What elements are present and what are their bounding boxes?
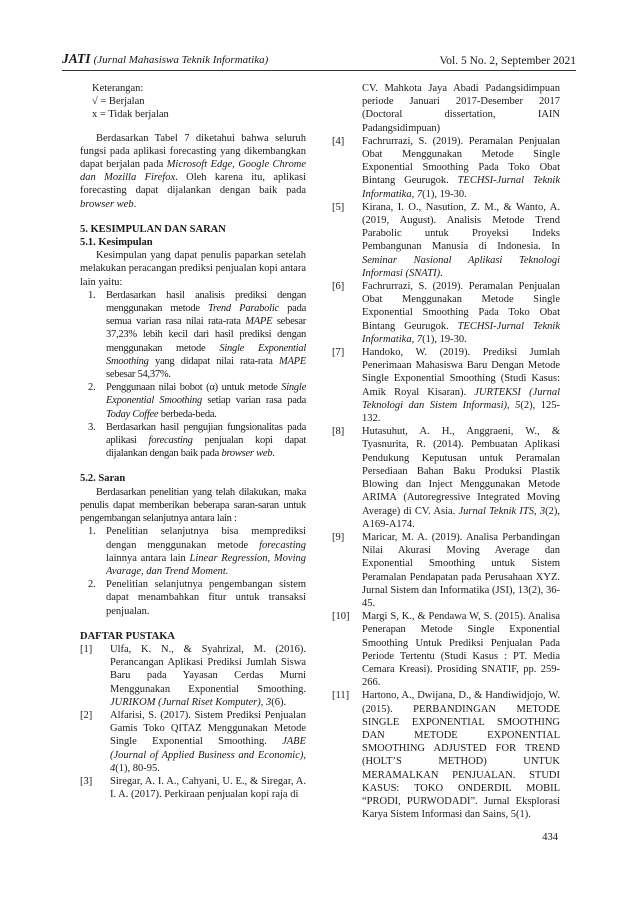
text-run: pada semua varian rasa nilai rata-rata <box>106 303 306 328</box>
italic-text: JABE (Journal of Applied Business and Economic) <box>110 736 306 761</box>
journal-full-name: (Jurnal Mahasiswa Teknik Informatika) <box>93 54 269 66</box>
reference-text: CV. Mahkota Jaya Abadi Padangsidimpuan periode Januari 2017-Desember 2017 (Doctoral dissertation, IAIN Padangsidimpuan) <box>362 83 560 134</box>
text-run: (1), 19-30. <box>422 333 467 345</box>
reference-number: [3] <box>80 775 93 787</box>
reference-number: [1] <box>80 643 93 655</box>
reference-number: [6] <box>332 281 345 293</box>
reference-item <box>332 425 560 531</box>
section-5-heading: 5. KESIMPULAN DAN SARAN <box>80 223 226 235</box>
table-legend <box>80 82 306 122</box>
italic-text: Jurnal Teknik ITS <box>458 505 534 517</box>
italic-text: Microsoft Edge, Google Chrome dan Mozilla Firefox <box>80 159 306 184</box>
legend-check: √ = Berjalan <box>92 96 145 108</box>
text-run: berbeda-beda. <box>158 408 217 420</box>
italic-text: JURTEKSI (Jurnal Teknologi dan Sistem Informasi) <box>362 386 560 411</box>
text-run: Fachrurrazi, S. (2019). Peramalan Penjualan Obat Menggunakan Metode Single Exponential Smoothing Pada Toko Obat Bintang Geurugok. <box>362 135 560 187</box>
text-run: sebesar 37,23% lebih kecil dari hasil prediksi dengan menggunakan metode <box>106 316 306 354</box>
text-run: , <box>411 188 417 200</box>
legend-title: Keterangan: <box>92 83 144 94</box>
reference-item <box>80 709 306 775</box>
reference-item <box>332 689 560 821</box>
section-5-1-heading: 5.1. Kesimpulan <box>80 237 153 249</box>
text-run: , <box>411 333 417 345</box>
text-run: penjualan kopi dapat dijalankan dengan baik pada <box>106 435 306 460</box>
list-item <box>88 525 306 578</box>
page-number: 434 <box>542 832 558 843</box>
volume-info: Vol. 5 No. 2, September 2021 <box>439 55 576 67</box>
left-column <box>80 82 306 801</box>
text-run: Penggunaan nilai bobot (α) untuk metode <box>106 382 282 394</box>
references-heading: DAFTAR PUSTAKA <box>80 630 175 642</box>
italic-text: TECHSI-Jurnal Teknik Informatika <box>362 320 560 345</box>
list-number: 2. <box>88 382 96 394</box>
text-run: . Oleh karena itu, aplikasi forecasting dapat dijalankan dengan baik pada <box>80 172 306 197</box>
reference-number: [8] <box>332 426 345 438</box>
text-run: Berdasarkan Tabel 7 diketahui bahwa seluruh fungsi pada aplikasi forecasting yang dikembangkan dapat berjalan pada <box>80 132 306 171</box>
italic-text: TECHSI-Jurnal Teknik Informatika <box>362 175 560 200</box>
list-number: 1. <box>88 289 96 301</box>
text-run: Handoko, W. (2019). Prediksi Jumlah Penerimaan Mahasiswa Baru Dengan Metode Single Exponential Smoothing (Studi Kasus: Amik Royal Kisaran). <box>362 347 560 398</box>
text-run: (6). <box>271 696 287 708</box>
italic-text: 3 <box>539 505 546 517</box>
text-run: , <box>534 505 540 517</box>
reference-number: [9] <box>332 531 345 543</box>
reference-number: [10] <box>332 611 350 623</box>
journal-abbr: JATI <box>62 51 91 66</box>
italic-text: browser web <box>80 198 134 210</box>
text-run: Penelitian selanjutnya bisa memprediksi dengan menggunakan metode <box>106 526 306 551</box>
italic-text: 7 <box>416 188 423 200</box>
list-item <box>88 421 306 461</box>
italic-text: 3 <box>266 696 272 708</box>
references-right <box>332 135 560 822</box>
text-run: Maricar, M. A. (2019). Analisa Perbandingan Nilai Akurasi Moving Average dan Exponential Smoothing untuk Sistem Peramalan Pendapatan pada Perusahaan XYZ. Jurnal Sistem dan Informatika (JSI), 13(2), 36-45. <box>362 531 560 609</box>
list-item <box>88 578 306 618</box>
text-run: . <box>133 198 137 210</box>
text-run: . <box>440 267 443 279</box>
reference-number: [11] <box>332 690 350 702</box>
intro-paragraph <box>80 132 306 211</box>
reference-item <box>332 201 560 280</box>
text-run: sebesar 54,37%. <box>106 369 171 381</box>
reference-number: [5] <box>332 201 345 213</box>
text-run: Hutasuhut, A. H., Anggraeni, W., & Tyasnurita, R. (2014). Pembuatan Aplikasi Pendukung Keputusan untuk Peramalan Persediaan Bahan Baku Produksi Plastik Blowing dan Inject Menggunakan Metode ARIMA (Autoregressive Integrated Moving Average) di CV. Asia. <box>362 426 560 517</box>
reference-item <box>332 610 560 689</box>
text-run: yang didapat nilai rata-rata <box>148 355 279 367</box>
text-run: Siregar, A. I. A., Cahyani, U. E., & Siregar, A. I. A. (2017). Perkiraan penjualan kopi raja di <box>110 775 306 801</box>
italic-text: 7 <box>416 333 423 345</box>
reference-item <box>80 643 306 709</box>
text-run: , <box>260 696 267 708</box>
italic-text: Linear Regression, Moving Avarage, dan Trend Moment. <box>106 552 306 577</box>
references-left <box>80 643 306 801</box>
italic-text: Single Exponential Smoothing <box>106 382 306 407</box>
reference-number: [7] <box>332 347 345 359</box>
text-run: , <box>303 749 306 761</box>
text-run: (1), 19-30. <box>422 188 467 200</box>
reference-item <box>80 775 306 801</box>
reference-item <box>332 135 560 201</box>
italic-text: MAPE <box>245 316 273 328</box>
text-run: Berdasarkan hasil pengujian fungsionalitas pada aplikasi <box>106 421 306 447</box>
journal-title <box>62 51 268 67</box>
reference-3-continued <box>332 82 560 135</box>
text-run: . <box>272 448 275 460</box>
text-run: (1), 80-95. <box>115 762 160 774</box>
suggestion-paragraph: Berdasarkan penelitian yang telah dilakukan, maka penulis dapat memberikan beberapa saran-saran untuk pengembangan selanjutnya antara lain : <box>80 486 306 525</box>
italic-text: 5 <box>515 399 521 411</box>
legend-cross: x = Tidak berjalan <box>92 109 169 121</box>
conclusion-list <box>80 289 306 461</box>
list-number: 1. <box>88 526 96 538</box>
list-item <box>88 381 306 421</box>
text-run: (2), A169-A174. <box>362 505 560 530</box>
italic-text: Trend Parabolic <box>208 303 279 315</box>
text-run: Ulfa, K. N., & Syahrizal, M. (2016). Perancangan Aplikasi Prediksi Jumlah Siswa Baru pada Yayasan Cerdas Murni Menggunakan Exponential Smoothing. <box>110 643 306 695</box>
reference-item <box>332 280 560 346</box>
text-run: Penelitian selanjutnya pengembangan sistem dapat menambahkan fitur untuk transaksi penjualan. <box>106 579 306 617</box>
text-run: Kirana, I. O., Nasution, Z. M., & Wanto, A. (2019, August). Analisis Metode Trend Parabolic untuk Proyeksi Indeks Pembangunan Manusia di Indonesia. In <box>362 201 560 253</box>
reference-item <box>332 346 560 425</box>
text-run: (2), 125-132. <box>362 399 560 425</box>
list-number: 2. <box>88 579 96 591</box>
running-header <box>62 50 576 71</box>
italic-text: browser web <box>221 448 273 460</box>
section-5-2-heading: 5.2. Saran <box>80 473 126 485</box>
list-item <box>88 289 306 381</box>
text-run: Berdasarkan hasil analisis prediksi dengan menggunakan metode <box>106 289 306 315</box>
suggestion-list <box>80 525 306 617</box>
text-run: Alfarisi, S. (2017). Sistem Prediksi Penjualan Gamis Toko QITAZ Menggunakan Metode Single Exponential Smoothing. <box>110 709 306 748</box>
list-number: 3. <box>88 421 96 433</box>
text-run: Margi S, K., & Pendawa W, S. (2015). Analisa Penerapan Metode Single Exponential Smoothing Untuk Prediksi Penjualan Pada Periode Tertentu (Studi Kasus : PT. Media Cemara Kreasi). Prosiding SNATIF, pp. 259-266. <box>362 611 560 689</box>
italic-text: forecasting <box>259 539 306 551</box>
italic-text: JURIKOM (Jurnal Riset Komputer) <box>110 696 261 708</box>
italic-text: Single Exponential Smoothing <box>106 342 306 367</box>
text-run: Hartono, A., Dwijana, D., & Handiwidjojo, W. (2015). PERBANDINGAN METODE SINGLE EXPONENTIAL SMOOTHING DAN METODE EXPONENTIAL SMOOTHING ADJUSTED FOR TREND (HOLT’S METHOD) UNTUK MERAMALKAN PENJUALAN. STUDI KASUS: TOKO ONDERDIL MOBIL “PRODI, PURWODADI”. Jurnal Eksplorasi Karya Sistem Informasi dan Sains, 5(1). <box>362 690 560 821</box>
right-column <box>332 82 560 821</box>
italic-text: forecasting <box>148 435 193 447</box>
reference-item <box>332 531 560 610</box>
italic-text: Today Coffee <box>106 408 159 420</box>
conclusion-paragraph: Kesimpulan yang dapat penulis paparkan setelah melakukan peracangan prediksi penjualan kopi antara lain yaitu: <box>80 250 306 288</box>
italic-text: Seminar Nasional Aplikasi Teknologi Informasi (SNATI) <box>362 254 560 279</box>
reference-number: [2] <box>80 709 93 721</box>
text-run: lainnya antara lain <box>106 552 190 564</box>
text-run: , <box>507 399 516 411</box>
italic-text: MAPE <box>279 355 306 367</box>
text-run: setiap varian rasa pada <box>202 395 307 407</box>
italic-text: 4 <box>110 762 116 774</box>
text-run: Fachrurrazi, S. (2019). Peramalan Penjualan Obat Menggunakan Metode Single Exponential Smoothing Pada Toko Obat Bintang Geurugok. <box>362 281 560 332</box>
reference-number: [4] <box>332 135 345 147</box>
